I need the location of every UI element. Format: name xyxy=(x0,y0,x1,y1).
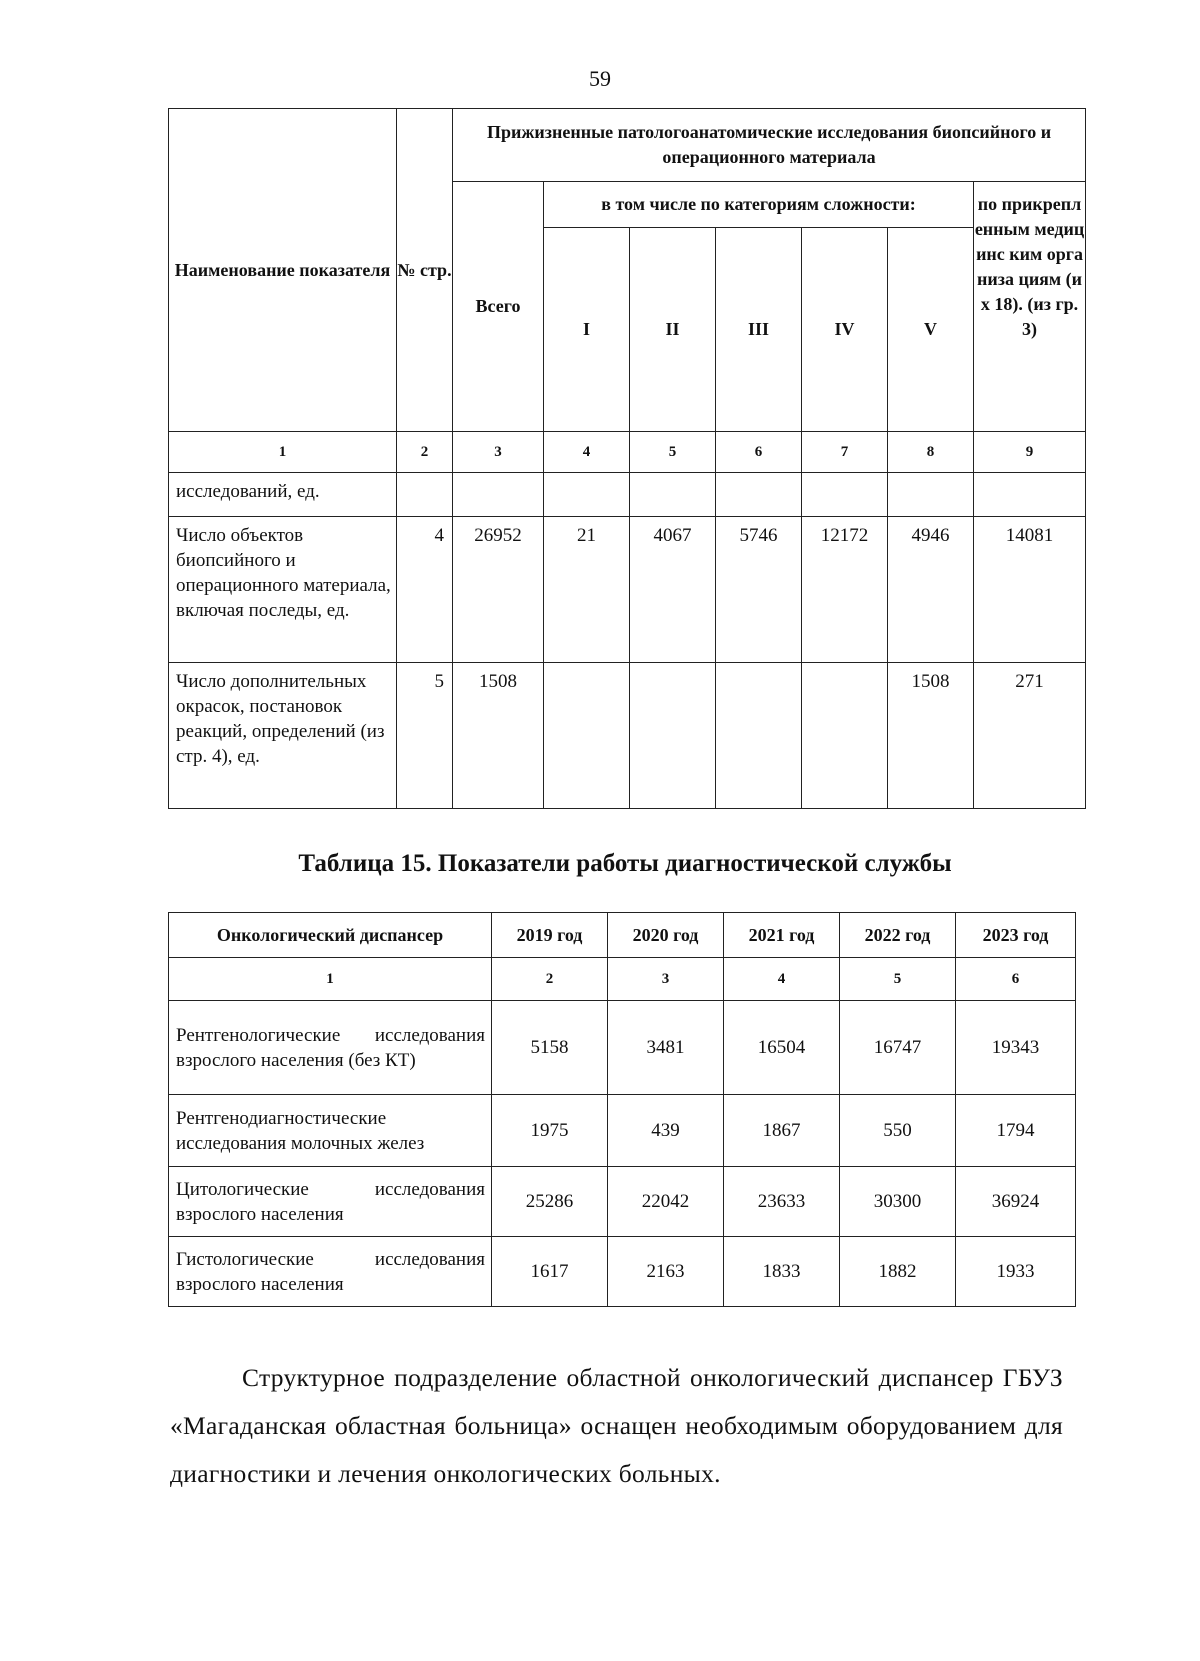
cell: 4 xyxy=(397,517,453,663)
cell: 25286 xyxy=(492,1167,608,1237)
cell: 5746 xyxy=(716,517,802,663)
column-number: 5 xyxy=(630,432,716,473)
cell: 4946 xyxy=(888,517,974,663)
column-number: 1 xyxy=(169,958,492,1001)
cell: 1867 xyxy=(724,1095,840,1167)
cell: 30300 xyxy=(840,1167,956,1237)
column-number: 7 xyxy=(802,432,888,473)
cell xyxy=(544,663,630,809)
header-total: Всего xyxy=(453,182,544,432)
cell: 1508 xyxy=(453,663,544,809)
cell: 16504 xyxy=(724,1001,840,1095)
column-number: 5 xyxy=(840,958,956,1001)
cell: 5 xyxy=(397,663,453,809)
cell: 2163 xyxy=(608,1237,724,1307)
cell: 271 xyxy=(974,663,1086,809)
row-name: Рентгенодиагностические исследования молочных желез xyxy=(169,1095,492,1167)
cell: 1975 xyxy=(492,1095,608,1167)
cell: 12172 xyxy=(802,517,888,663)
header-row-number: № стр. xyxy=(397,109,453,432)
cell xyxy=(716,473,802,517)
table-diagnostic-service xyxy=(168,912,1076,1307)
column-number: 4 xyxy=(724,958,840,1001)
cell xyxy=(544,473,630,517)
table-biopsy-studies xyxy=(168,108,1086,809)
header-category: I xyxy=(544,228,630,432)
cell: 1882 xyxy=(840,1237,956,1307)
cell: 1794 xyxy=(956,1095,1076,1167)
header-complexity: в том числе по категориям сложности: xyxy=(544,182,974,228)
cell: 16747 xyxy=(840,1001,956,1095)
header-year: 2022 год xyxy=(840,913,956,958)
header-year: 2021 год xyxy=(724,913,840,958)
header-year: 2023 год xyxy=(956,913,1076,958)
column-number: 2 xyxy=(397,432,453,473)
header-year: 2019 год xyxy=(492,913,608,958)
cell xyxy=(888,473,974,517)
cell xyxy=(453,473,544,517)
cell xyxy=(716,663,802,809)
header-year: 2020 год xyxy=(608,913,724,958)
cell xyxy=(802,663,888,809)
header-category: II xyxy=(630,228,716,432)
cell: 23633 xyxy=(724,1167,840,1237)
cell xyxy=(802,473,888,517)
cell xyxy=(397,473,453,517)
body-paragraph: Структурное подразделение областной онкологический диспансер ГБУЗ «Магаданская областная больница» оснащен необходимым оборудованием для диагностики и лечения онкологических больных. xyxy=(170,1362,1063,1488)
cell: 26952 xyxy=(453,517,544,663)
cell: 550 xyxy=(840,1095,956,1167)
table-row xyxy=(169,1167,1076,1237)
column-number: 4 xyxy=(544,432,630,473)
row-name: Число дополнительных окрасок, постановок реакций, определений (из стр. 4), ед. xyxy=(169,663,397,809)
row-name: Гистологические исследования взрослого населения xyxy=(169,1237,492,1307)
header-attached: по прикрепл енным медицинс ким организа циям (их 18). (из гр. 3) xyxy=(974,182,1086,432)
header-category: III xyxy=(716,228,802,432)
table-row xyxy=(169,1095,1076,1167)
header-category: V xyxy=(888,228,974,432)
cell xyxy=(630,663,716,809)
cell: 3481 xyxy=(608,1001,724,1095)
cell: 4067 xyxy=(630,517,716,663)
header-group: Прижизненные патологоанатомические исследования биопсийного и операционного материала xyxy=(453,109,1086,182)
cell: 1617 xyxy=(492,1237,608,1307)
cell: 1508 xyxy=(888,663,974,809)
cell: 1933 xyxy=(956,1237,1076,1307)
cell: 14081 xyxy=(974,517,1086,663)
column-number: 9 xyxy=(974,432,1086,473)
column-number: 6 xyxy=(716,432,802,473)
cell: 21 xyxy=(544,517,630,663)
cell: 36924 xyxy=(956,1167,1076,1237)
cell: 19343 xyxy=(956,1001,1076,1095)
header-category: IV xyxy=(802,228,888,432)
table-row xyxy=(169,1001,1076,1095)
column-number: 1 xyxy=(169,432,397,473)
column-number: 3 xyxy=(453,432,544,473)
cell xyxy=(630,473,716,517)
row-name: Цитологические исследования взрослого населения xyxy=(169,1167,492,1237)
column-number: 2 xyxy=(492,958,608,1001)
page-number: 59 xyxy=(589,66,611,91)
cell: 22042 xyxy=(608,1167,724,1237)
table-row xyxy=(169,1237,1076,1307)
table-row xyxy=(169,473,1086,517)
column-number: 6 xyxy=(956,958,1076,1001)
row-name: исследований, ед. xyxy=(169,473,397,517)
column-number: 3 xyxy=(608,958,724,1001)
header-dispensary: Онкологический диспансер xyxy=(169,913,492,958)
table-row xyxy=(169,517,1086,663)
table-row xyxy=(169,663,1086,809)
table-caption: Таблица 15. Показатели работы диагностической службы xyxy=(298,850,952,877)
cell xyxy=(974,473,1086,517)
cell: 5158 xyxy=(492,1001,608,1095)
cell: 1833 xyxy=(724,1237,840,1307)
column-number: 8 xyxy=(888,432,974,473)
cell: 439 xyxy=(608,1095,724,1167)
row-name: Число объектов биопсийного и операционного материала, включая последы, ед. xyxy=(169,517,397,663)
header-indicator-name: Наименование показателя xyxy=(169,109,397,432)
row-name: Рентгенологические исследования взрослого населения (без КТ) xyxy=(169,1001,492,1095)
